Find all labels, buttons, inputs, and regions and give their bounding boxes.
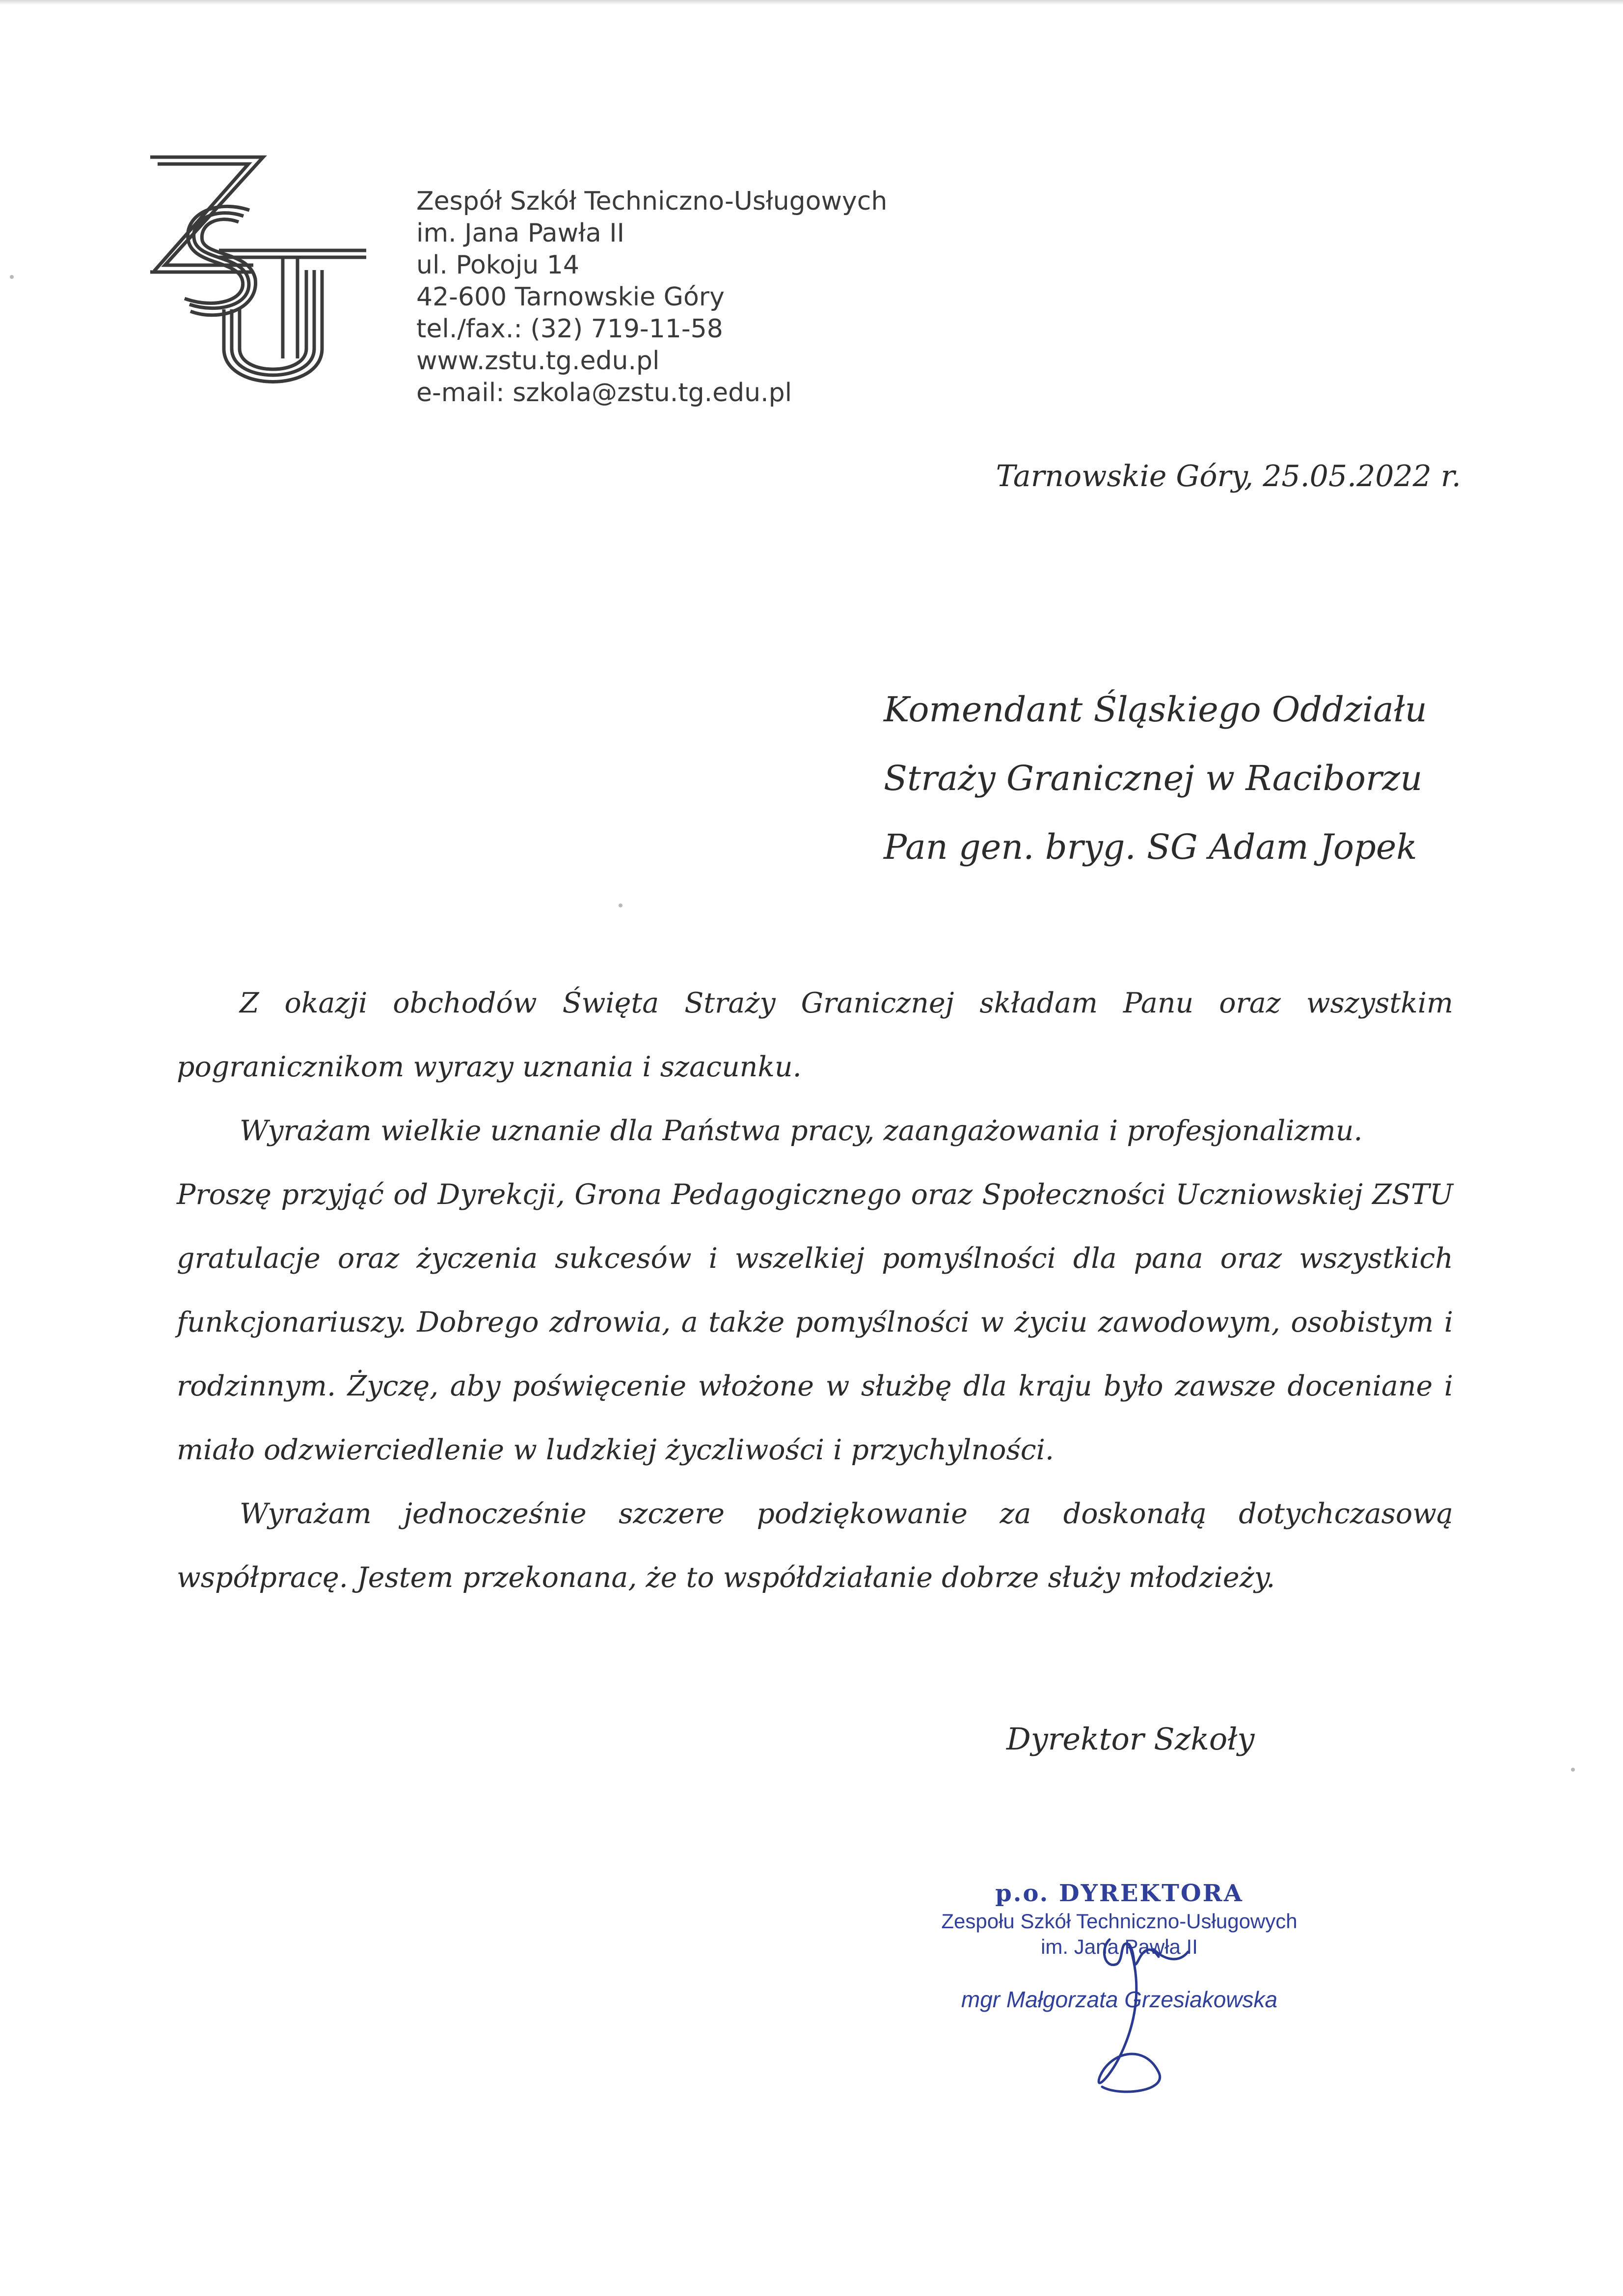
stamp-school: Zespołu Szkół Techniczno-Usługowych bbox=[941, 1910, 1298, 1933]
stamp-title: p.o. DYREKTORA bbox=[995, 1880, 1244, 1907]
body-paragraph: Z okazji obchodów Święta Straży Granicznej składam Panu oraz wszystkim pogranicznikom wyrazy uznania i szacunku. bbox=[177, 987, 1453, 1083]
body-paragraph: Wyrażam jednocześnie szczere podziękowanie za doskonałą dotychczasową współpracę. Jestem przekonana, że to współdziałanie dobrze służy młodzieży. bbox=[177, 1498, 1453, 1594]
stamp-signatory: mgr Małgorzata Grzesiakowska bbox=[961, 1987, 1278, 2012]
body-paragraph: Proszę przyjąć od Dyrekcji, Grona Pedagogicznego oraz Społeczności Uczniowskiej ZSTU gratulacje oraz życzenia sukcesów i wszelkiej pomyślności dla pana oraz wszystkich funkcjonariuszy. Dobrego zdrowia, a także pomyślności w życiu zawodowym, osobistym i rodzinnym. Życzę, aby poświęcenie włożone w służbę dla kraju było zawsze doceniane i miało odzwierciedlenie w ludzkiej życzliwości i przychylności. bbox=[177, 1178, 1453, 1466]
school-patron: im. Jana Pawła II bbox=[416, 219, 624, 248]
letterhead bbox=[416, 186, 887, 409]
scan-speck bbox=[10, 275, 14, 279]
letter-date: Tarnowskie Góry, 25.05.2022 r. bbox=[996, 459, 1461, 493]
school-name: Zespół Szkół Techniczno-Usługowych bbox=[416, 187, 888, 216]
scan-speck bbox=[619, 903, 622, 907]
scan-edge bbox=[0, 0, 1623, 5]
school-phone: tel./fax.: (32) 719-11-58 bbox=[416, 314, 723, 344]
school-street: ul. Pokoju 14 bbox=[416, 250, 579, 280]
stamp-patron: im. Jana Pawła II bbox=[1041, 1935, 1198, 1958]
handwritten-signature bbox=[1031, 1930, 1237, 2097]
recipient-line: Komendant Śląskiego Oddziału bbox=[884, 689, 1427, 730]
recipient-line: Pan gen. bryg. SG Adam Jopek bbox=[884, 827, 1417, 867]
body-paragraph: Wyrażam wielkie uznanie dla Państwa pracy, zaangażowania i profesjonalizmu. bbox=[240, 1115, 1363, 1147]
school-website[interactable]: www.zstu.tg.edu.pl bbox=[416, 346, 660, 376]
closing-title: Dyrektor Szkoły bbox=[1006, 1721, 1255, 1757]
recipient-line: Straży Granicznej w Raciborzu bbox=[884, 758, 1423, 798]
letter-body bbox=[177, 971, 1453, 1610]
recipient-block bbox=[884, 675, 1427, 881]
school-city: 42-600 Tarnowskie Góry bbox=[416, 282, 725, 312]
zstu-logo bbox=[135, 147, 366, 403]
school-email[interactable]: e-mail: szkola@zstu.tg.edu.pl bbox=[416, 378, 792, 408]
scan-speck bbox=[1571, 1768, 1575, 1772]
